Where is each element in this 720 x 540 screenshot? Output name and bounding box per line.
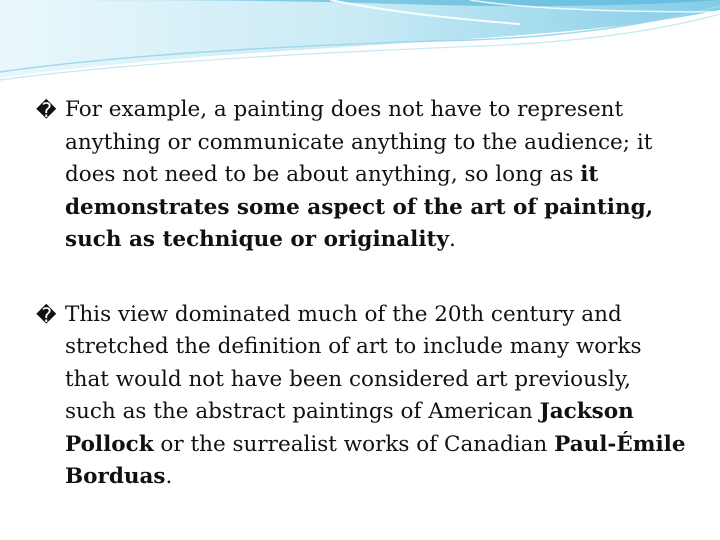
header-wave-decoration — [0, 0, 720, 90]
text-segment: This view dominated much of the 20th century and stretched the definition of art to include many works that would not have been considered art previously, such as the abstract paintings of American — [65, 301, 642, 424]
bold-text-segment: Paul-Émile Borduas — [65, 431, 686, 489]
text-segment: For example, a painting does not have to represent anything or communicate anything to the audience; it does not need to be about anything, so long as — [65, 97, 653, 187]
bullet-marker: � — [36, 302, 57, 327]
slide-body — [36, 94, 686, 494]
text-segment: . — [165, 464, 173, 489]
bullet-marker: � — [36, 98, 57, 122]
bold-text-segment: Jackson Pollock — [65, 399, 634, 457]
bullet-paragraph — [36, 94, 686, 257]
text-segment: . — [448, 227, 456, 252]
bold-text-segment: it demonstrates some aspect of the art of painting, such as technique or originality — [65, 162, 654, 252]
bullet-paragraph — [36, 299, 686, 494]
text-segment: or the surrealist works of Canadian — [153, 431, 555, 457]
